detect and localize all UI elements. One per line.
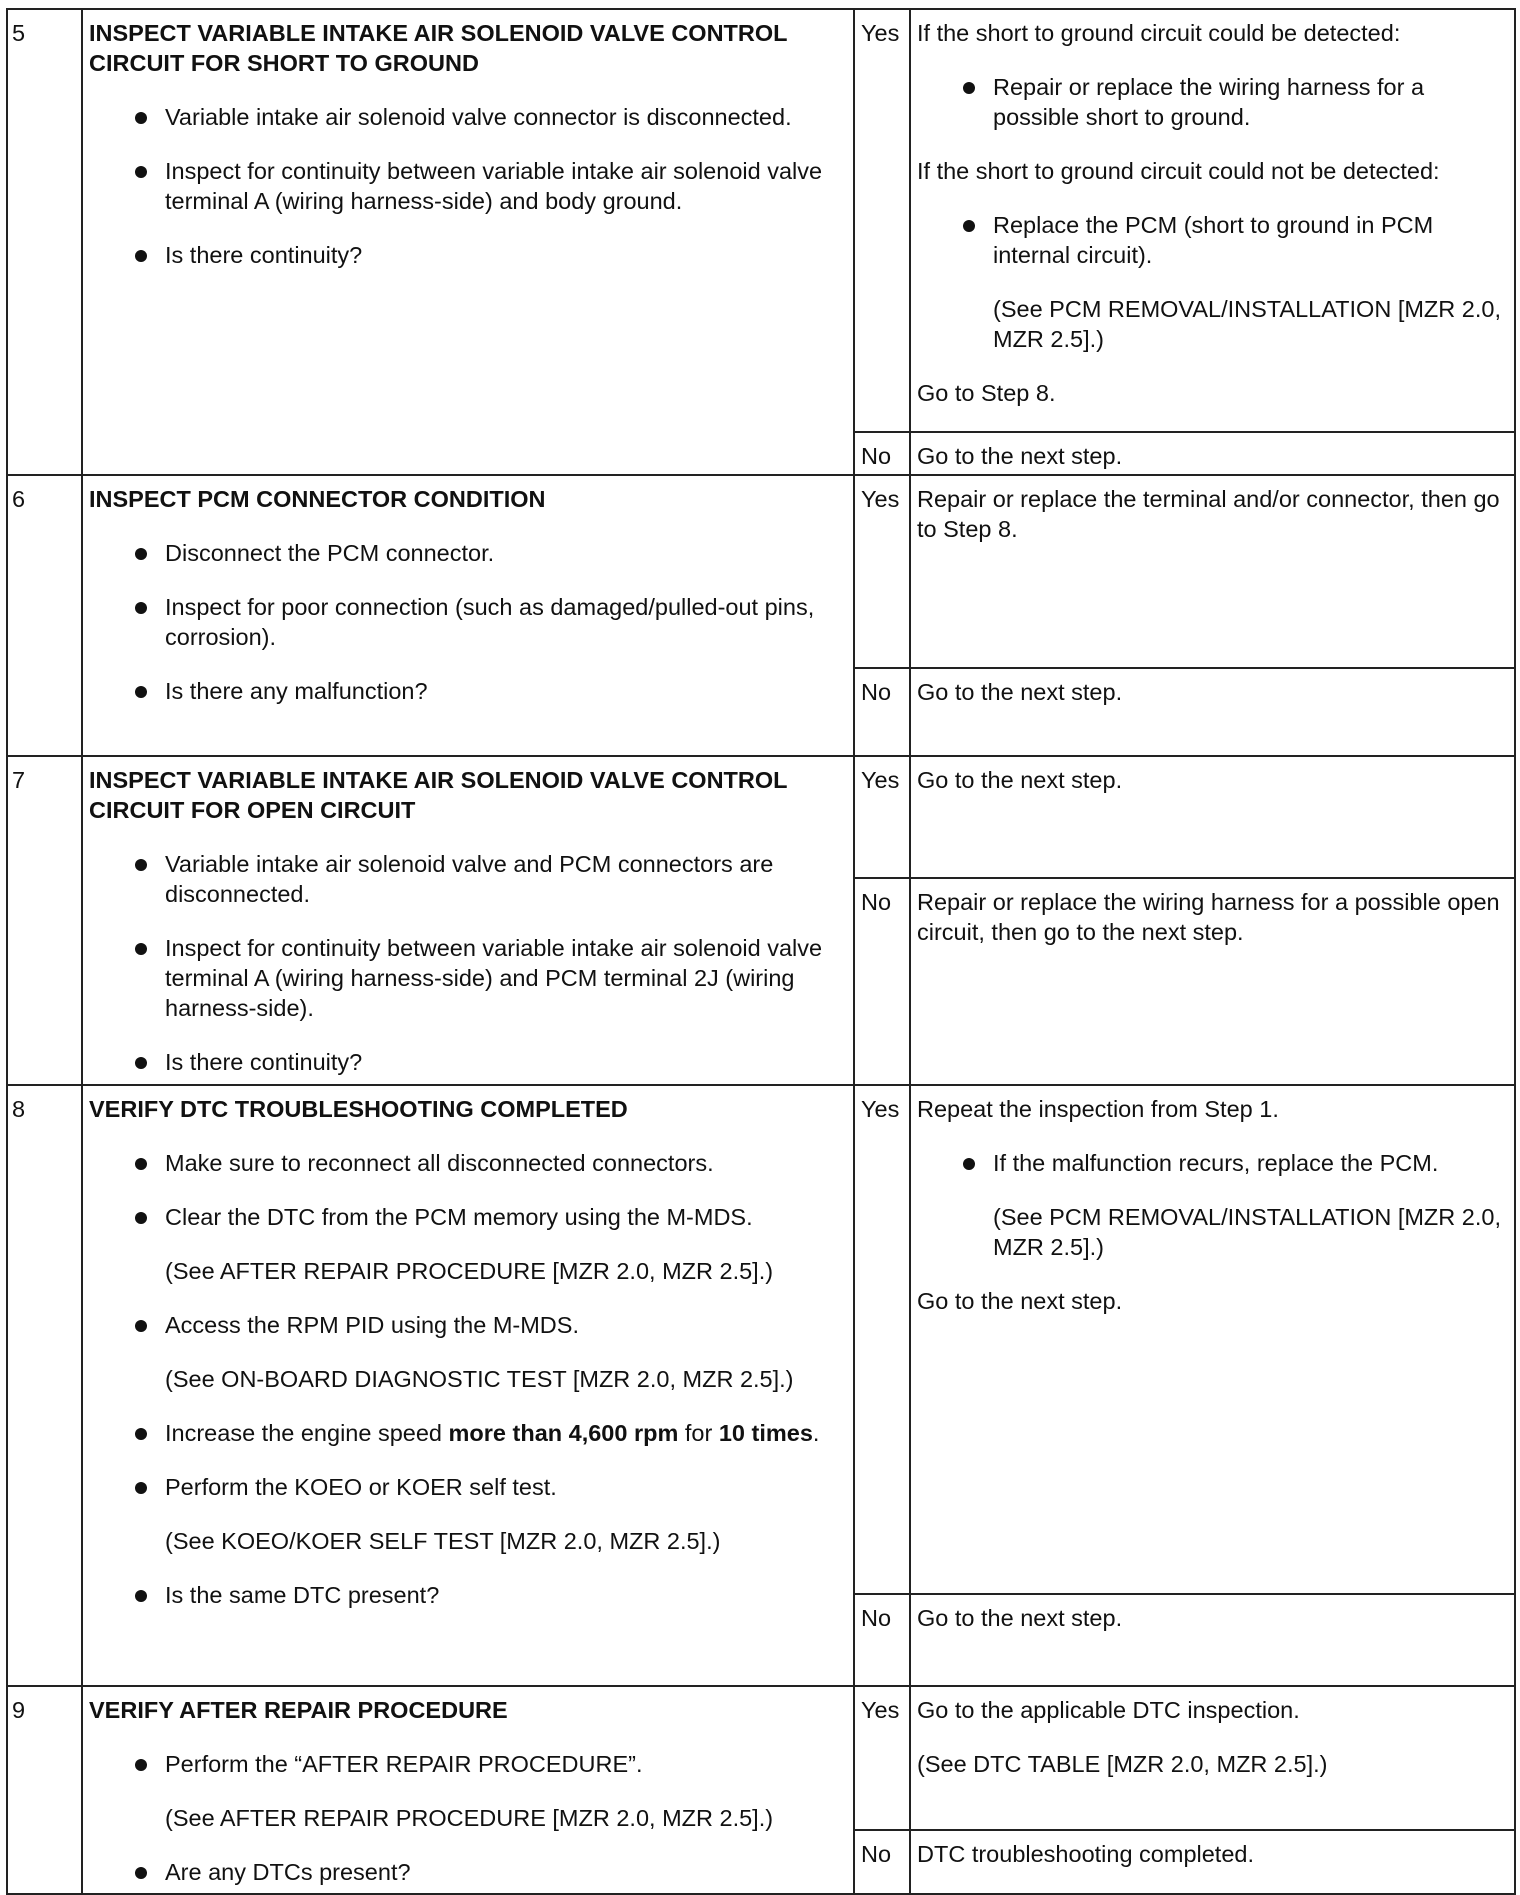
action-bullet: Replace the PCM (short to ground in PCM internal circuit). xyxy=(917,210,1506,270)
bullet-item: Is there any malfunction? xyxy=(89,676,845,706)
step-row-8 xyxy=(7,1085,1515,1594)
reference-link[interactable]: (See KOEO/KOER SELF TEST [MZR 2.0, MZR 2.5].) xyxy=(165,1528,721,1554)
no-action: Repair or replace the wiring harness for a possible open circuit, then go to the next step. xyxy=(910,878,1515,1085)
step-title: VERIFY DTC TROUBLESHOOTING COMPLETED xyxy=(89,1096,628,1122)
bullet-item: Variable intake air solenoid valve connector is disconnected. xyxy=(89,102,845,132)
step-row-6 xyxy=(7,475,1515,668)
no-label: No xyxy=(854,1830,910,1894)
action-bullet: If the malfunction recurs, replace the PCM. xyxy=(917,1148,1506,1178)
no-label: No xyxy=(854,878,910,1085)
action-text: If the short to ground circuit could not be detected: xyxy=(917,158,1440,184)
bullet-item: Is there continuity? xyxy=(89,240,845,270)
step-number: 6 xyxy=(7,475,82,756)
bullet-item: Clear the DTC from the PCM memory using the M-MDS. xyxy=(89,1202,845,1232)
yes-label: Yes xyxy=(854,756,910,878)
step-inspection xyxy=(82,9,854,475)
step-number: 5 xyxy=(7,9,82,475)
bullet-item: Variable intake air solenoid valve and PCM connectors are disconnected. xyxy=(89,849,845,909)
no-action: DTC troubleshooting completed. xyxy=(910,1830,1515,1894)
action-text: If the short to ground circuit could be detected: xyxy=(917,20,1401,46)
step-inspection xyxy=(82,1686,854,1894)
step-row-5 xyxy=(7,9,1515,432)
bullet-item: Is the same DTC present? xyxy=(89,1580,845,1610)
bullet-item: Inspect for continuity between variable intake air solenoid valve terminal A (wiring harness-side) and PCM terminal 2J (wiring harness-side). xyxy=(89,933,845,1023)
step-inspection xyxy=(82,1085,854,1686)
speed-value: more than 4,600 rpm xyxy=(448,1420,679,1446)
action-text: Repeat the inspection from Step 1. xyxy=(917,1096,1279,1122)
no-label: No xyxy=(854,668,910,756)
reference-link[interactable]: (See AFTER REPAIR PROCEDURE [MZR 2.0, MZR 2.5].) xyxy=(165,1258,774,1284)
no-label: No xyxy=(854,1594,910,1686)
reference-link[interactable]: (See PCM REMOVAL/INSTALLATION [MZR 2.0, MZR 2.5].) xyxy=(993,1204,1501,1260)
no-action: Go to the next step. xyxy=(910,432,1515,475)
no-label: No xyxy=(854,432,910,475)
speed-text: . xyxy=(812,1420,820,1446)
no-action: Go to the next step. xyxy=(910,1594,1515,1686)
step-number: 7 xyxy=(7,756,82,1085)
yes-label: Yes xyxy=(854,9,910,432)
bullet-item: Inspect for poor connection (such as damaged/pulled-out pins, corrosion). xyxy=(89,592,845,652)
yes-action: Repair or replace the terminal and/or connector, then go to Step 8. xyxy=(910,475,1515,668)
step-inspection xyxy=(82,756,854,1085)
yes-action: Go to the next step. xyxy=(910,756,1515,878)
step-title: VERIFY AFTER REPAIR PROCEDURE xyxy=(89,1697,508,1723)
yes-action xyxy=(910,1686,1515,1830)
action-text: Go to the applicable DTC inspection. xyxy=(917,1697,1300,1723)
yes-label: Yes xyxy=(854,475,910,668)
step-number: 9 xyxy=(7,1686,82,1894)
reference-link[interactable]: (See DTC TABLE [MZR 2.0, MZR 2.5].) xyxy=(917,1751,1328,1777)
bullet-item: Access the RPM PID using the M-MDS. xyxy=(89,1310,845,1340)
step-row-9 xyxy=(7,1686,1515,1830)
bullet-item: Are any DTCs present? xyxy=(89,1857,845,1887)
action-text: Go to the next step. xyxy=(917,1288,1123,1314)
bullet-item: Is there continuity? xyxy=(89,1047,845,1077)
step-title: INSPECT PCM CONNECTOR CONDITION xyxy=(89,486,546,512)
bullet-item: Perform the “AFTER REPAIR PROCEDURE”. xyxy=(89,1749,845,1779)
yes-action xyxy=(910,9,1515,432)
no-action: Go to the next step. xyxy=(910,668,1515,756)
step-row-7 xyxy=(7,756,1515,878)
action-bullet: Repair or replace the wiring harness for a possible short to ground. xyxy=(917,72,1506,132)
step-title: INSPECT VARIABLE INTAKE AIR SOLENOID VALVE CONTROL CIRCUIT FOR OPEN CIRCUIT xyxy=(89,767,788,823)
speed-count: 10 times xyxy=(718,1420,813,1446)
action-text: Go to Step 8. xyxy=(917,380,1056,406)
bullet-item: Inspect for continuity between variable intake air solenoid valve terminal A (wiring harness-side) and body ground. xyxy=(89,156,845,216)
diagnostic-table xyxy=(6,8,1516,1895)
yes-action xyxy=(910,1085,1515,1594)
reference-link[interactable]: (See ON-BOARD DIAGNOSTIC TEST [MZR 2.0, MZR 2.5].) xyxy=(165,1366,794,1392)
speed-text: Increase the engine speed xyxy=(165,1420,449,1446)
step-number: 8 xyxy=(7,1085,82,1686)
bullet-item: Disconnect the PCM connector. xyxy=(89,538,845,568)
step-title: INSPECT VARIABLE INTAKE AIR SOLENOID VALVE CONTROL CIRCUIT FOR SHORT TO GROUND xyxy=(89,20,788,76)
bullet-item: Make sure to reconnect all disconnected connectors. xyxy=(89,1148,845,1178)
reference-link[interactable]: (See AFTER REPAIR PROCEDURE [MZR 2.0, MZR 2.5].) xyxy=(165,1805,774,1831)
step-inspection xyxy=(82,475,854,756)
yes-label: Yes xyxy=(854,1085,910,1594)
speed-text: for xyxy=(678,1420,719,1446)
reference-link[interactable]: (See PCM REMOVAL/INSTALLATION [MZR 2.0, MZR 2.5].) xyxy=(993,296,1501,352)
bullet-item: Perform the KOEO or KOER self test. xyxy=(89,1472,845,1502)
bullet-item-engine-speed xyxy=(89,1418,845,1448)
yes-label: Yes xyxy=(854,1686,910,1830)
